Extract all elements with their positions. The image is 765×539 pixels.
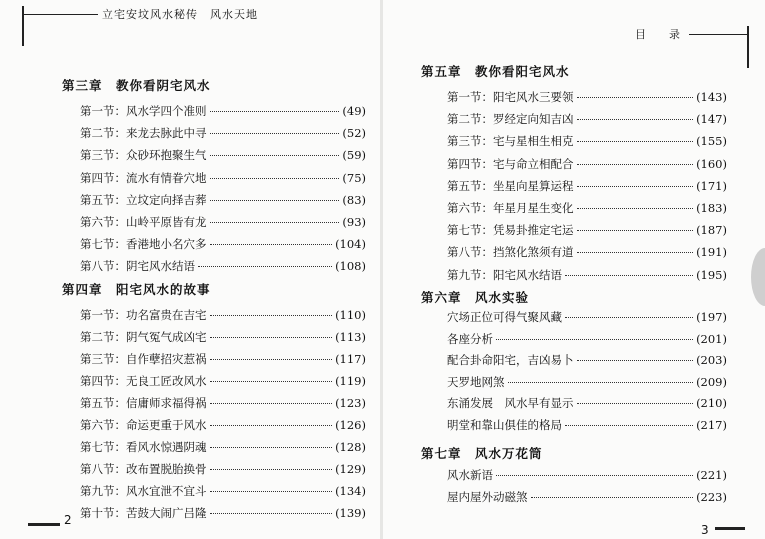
toc-leader-dots [577,199,694,209]
toc-entry-label: 穴场正位可得气聚风藏 [447,310,562,324]
toc-entry-page: (123) [335,396,366,410]
left-header-title: 立宅安坟风水秘传 [102,8,198,21]
toc-entry-page: (209) [696,374,727,389]
toc-entry-page: (129) [335,462,366,476]
toc-entry-ch5[interactable] [447,243,727,261]
toc-entry-label: 第八节：阴宅风水结语 [80,259,195,274]
toc-leader-dots [210,102,340,112]
toc-entry-page: (203) [696,353,727,368]
toc-leader-dots [577,351,694,361]
toc-entry-page: (83) [342,192,366,207]
toc-entry-ch3[interactable] [80,257,366,275]
toc-entry-ch3[interactable] [80,124,366,142]
toc-leader-dots [565,266,693,276]
toc-leader-dots [577,155,694,165]
toc-leader-dots [210,438,333,448]
toc-entry-page: (147) [696,112,727,127]
chapter-4-title: 第四章 阳宅风水的故事 [62,282,211,297]
toc-entry-ch4[interactable] [80,328,366,346]
right-page [383,0,765,539]
toc-entry-label: 第二节：阴气冤气成凶宅 [80,330,207,344]
toc-entry-ch5[interactable] [447,155,727,173]
toc-entry-page: (143) [696,90,727,104]
toc-entry-label: 第三节：宅与星相生相克 [447,134,574,149]
toc-leader-dots [565,416,693,426]
toc-leader-dots [496,330,693,340]
toc-entry-label: 第一节：风水学四个准则 [80,104,207,118]
toc-entry-page: (191) [696,245,727,260]
toc-entry-page: (221) [696,468,727,482]
toc-entry-page: (134) [335,484,366,498]
toc-leader-dots [210,124,340,134]
toc-entry-page: (160) [696,156,727,171]
toc-entry-page: (201) [696,331,727,346]
toc-entry-page: (210) [696,396,727,411]
toc-leader-dots [210,191,340,201]
toc-entry-ch6[interactable] [447,394,727,412]
toc-entry-page: (59) [342,148,366,163]
toc-entry-page: (108) [335,259,366,274]
toc-entry-page: (217) [696,418,727,432]
toc-entry-label: 第二节：来龙去脉此中寻 [80,126,207,141]
toc-entry-label: 第三节：众砂环抱聚生气 [80,148,207,163]
toc-entry-ch5[interactable] [447,110,727,128]
toc-leader-dots [577,177,694,187]
toc-entry-ch3[interactable] [80,235,366,253]
toc-leader-dots [210,416,333,426]
toc-entry-ch3[interactable] [80,102,366,120]
toc-entry-label: 第七节：香港地小名穴多 [80,237,207,252]
toc-entry-ch6[interactable] [447,416,727,434]
toc-entry-page: (119) [335,374,366,388]
left-header-vertical-rule [22,6,24,46]
toc-entry-page: (183) [696,201,727,215]
toc-entry-label: 第六节：命运更重于风水 [80,418,207,432]
chapter-7-title: 第七章 风水万花筒 [421,446,543,461]
toc-entry-page: (93) [342,215,366,229]
toc-entry-page: (155) [696,134,727,149]
toc-entry-label: 第四节：流水有情眷穴地 [80,170,207,185]
toc-leader-dots [210,350,333,360]
toc-entry-label: 风水新语 [447,468,493,482]
page-curl-shadow [751,248,765,306]
toc-leader-dots [198,257,332,267]
toc-entry-ch5[interactable] [447,266,727,284]
toc-entry-ch4[interactable] [80,350,366,368]
toc-leader-dots [210,169,340,179]
toc-leader-dots [210,328,333,338]
toc-entry-label: 第八节：改布置脱胎换骨 [80,462,207,476]
toc-entry-label: 明堂和靠山俱佳的格局 [447,418,562,432]
toc-leader-dots [210,146,340,156]
toc-leader-dots [210,504,333,514]
toc-entry-page: (104) [335,237,366,252]
chapter-3-title: 第三章 教你看阴宅风水 [62,78,211,93]
left-header-subtitle: 风水天地 [210,8,258,21]
toc-entry-page: (110) [335,308,366,322]
toc-entry-ch5[interactable] [447,199,727,217]
toc-entry-label: 第五节：立坟定向择吉葬 [80,192,207,207]
toc-entry-ch5[interactable] [447,221,727,239]
toc-entry-label: 第七节：看风水惊遇阴魂 [80,440,207,454]
toc-entry-ch4[interactable] [80,306,366,324]
toc-entry-page: (171) [696,178,727,193]
toc-leader-dots [210,460,333,470]
toc-entry-label: 第八节：挡煞化煞须有道 [447,245,574,260]
toc-entry-page: (113) [335,330,366,344]
toc-entry-ch6[interactable] [447,330,727,348]
toc-entry-label: 第四节：宅与命立相配合 [447,156,574,171]
toc-leader-dots [565,308,693,318]
toc-entry-ch4[interactable] [80,438,366,456]
toc-entry-ch4[interactable] [80,372,366,390]
right-header-title: 目 录 [635,28,686,41]
toc-leader-dots [496,466,693,476]
toc-entry-ch4[interactable] [80,416,366,434]
toc-entry-label: 屋内屋外动磁煞 [447,490,528,504]
toc-entry-page: (75) [342,170,366,185]
toc-entry-ch5[interactable] [447,88,727,106]
toc-entry-label: 天罗地网煞 [447,374,505,389]
toc-entry-page: (223) [696,490,727,504]
toc-entry-label: 第一节：阳宅风水三要领 [447,90,574,104]
toc-entry-label: 第四节：无良工匠改风水 [80,374,207,388]
toc-entry-page: (52) [342,126,366,141]
toc-entry-ch6[interactable] [447,351,727,369]
toc-entry-label: 第一节：功名富贵在吉宅 [80,308,207,322]
toc-entry-label: 第九节：风水宜泄不宜斗 [80,484,207,498]
chapter-5-title: 第五章 教你看阳宅风水 [421,64,570,79]
toc-entry-label: 第五节：信庸师求福得祸 [80,396,207,410]
toc-entry-label: 第二节：罗经定向知吉凶 [447,112,574,127]
toc-entry-ch6[interactable] [447,373,727,391]
toc-entry-page: (126) [335,418,366,432]
toc-leader-dots [577,88,694,98]
toc-leader-dots [577,394,694,404]
toc-entry-label: 东涌发展 风水早有显示 [447,396,574,411]
toc-leader-dots [577,132,694,142]
toc-entry-ch7[interactable] [447,488,727,506]
toc-leader-dots [210,394,333,404]
toc-entry-label: 第六节：山岭平原皆有龙 [80,215,207,229]
left-page-number: 2 [64,513,72,527]
toc-entry-ch4[interactable] [80,460,366,478]
toc-leader-dots [531,488,694,498]
toc-leader-dots [210,235,333,245]
toc-leader-dots [210,372,333,382]
toc-entry-label: 第十节：苦鼓大闹广吕隆 [80,506,207,520]
toc-entry-page: (197) [696,310,727,324]
toc-entry-ch6[interactable] [447,308,727,326]
toc-leader-dots [577,243,694,253]
toc-entry-label: 各座分析 [447,331,493,346]
toc-entry-page: (195) [696,267,727,282]
toc-entry-label: 第九节：阳宅风水结语 [447,267,562,282]
toc-leader-dots [508,373,694,383]
chapter-6-title: 第六章 风水实验 [421,290,530,305]
toc-entry-page: (49) [342,104,366,118]
toc-entry-ch7[interactable] [447,466,727,484]
right-header-vertical-rule [747,26,749,68]
toc-entry-page: (187) [696,223,727,238]
toc-leader-dots [210,482,333,492]
left-footer-rule [28,523,60,526]
toc-entry-page: (128) [335,440,366,454]
left-page [0,0,380,539]
toc-entry-label: 第六节：年星月星生变化 [447,201,574,215]
toc-entry-ch4[interactable] [80,394,366,412]
toc-leader-dots [210,306,333,316]
toc-entry-label: 第五节：坐星向星算运程 [447,178,574,193]
toc-entry-label: 第七节：凭易卦推定宅运 [447,223,574,238]
toc-entry-ch5[interactable] [447,177,727,195]
right-header-rule [689,34,747,35]
toc-entry-ch4[interactable] [80,504,366,522]
toc-entry-ch5[interactable] [447,132,727,150]
toc-entry-label: 第三节：自作孽招灾惹祸 [80,352,207,366]
toc-leader-dots [577,221,694,231]
toc-entry-ch3[interactable] [80,213,366,231]
toc-entry-label: 配合卦命阳宅，吉凶易卜 [447,353,574,368]
toc-entry-ch3[interactable] [80,191,366,209]
toc-entry-ch3[interactable] [80,146,366,164]
right-page-number: 3 [701,523,709,537]
toc-entry-page: (117) [335,352,366,366]
toc-leader-dots [210,213,340,223]
toc-entry-ch4[interactable] [80,482,366,500]
toc-leader-dots [577,110,694,120]
toc-entry-page: (139) [335,506,366,520]
right-footer-rule [715,527,745,530]
toc-entry-ch3[interactable] [80,169,366,187]
left-header-rule [24,14,98,15]
